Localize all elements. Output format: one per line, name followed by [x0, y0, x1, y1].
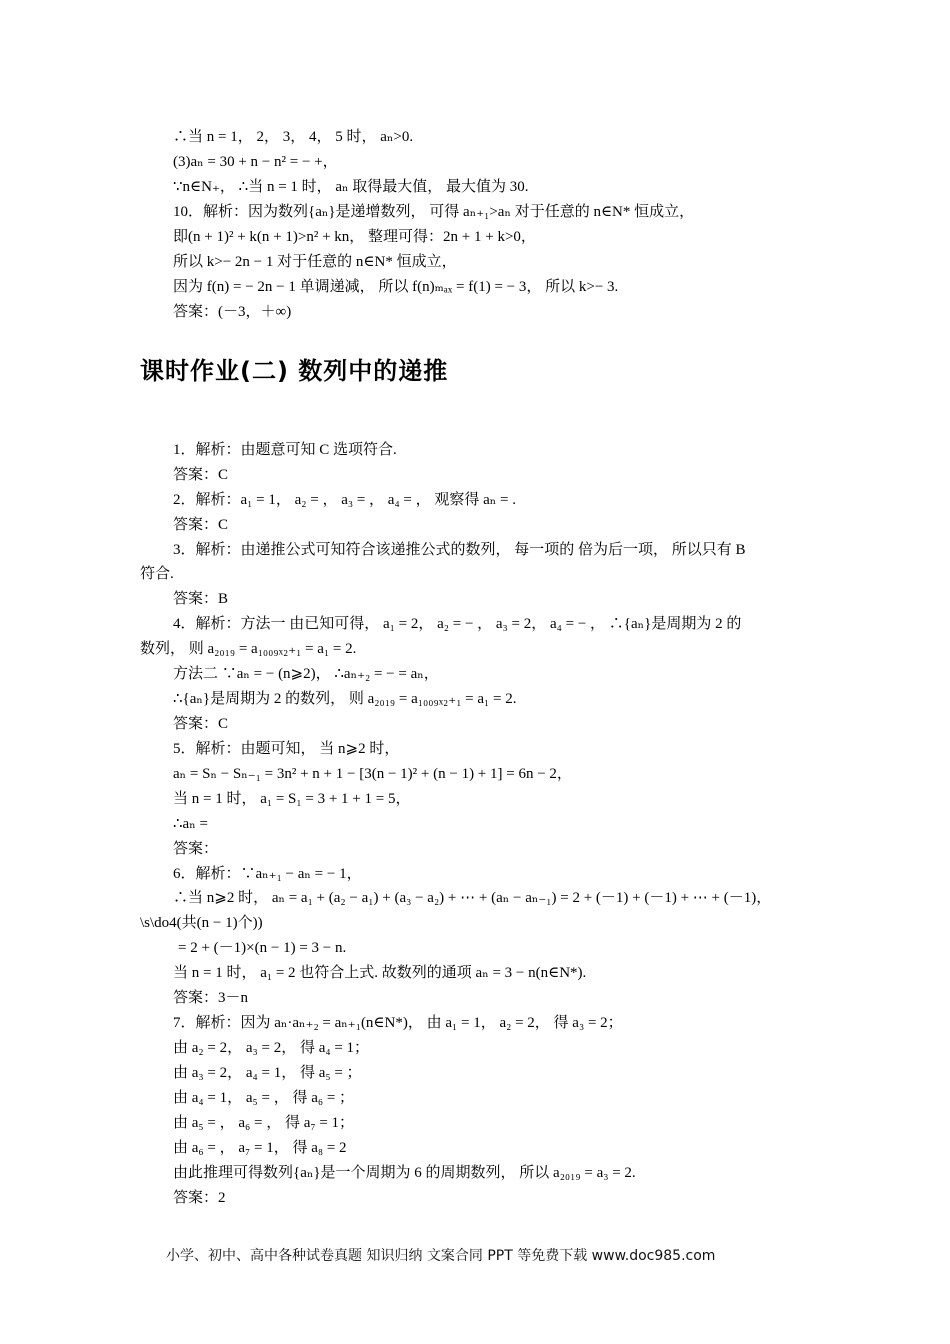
page-footer: 小学、初中、高中各种试卷真题 知识归纳 文案合同 PPT 等免费下载 www.doc985.com: [166, 1248, 716, 1264]
answer-line: 答案：C: [173, 517, 229, 533]
text-line: \s\do4(共(n − 1)个)): [140, 915, 263, 931]
text-line: 5．解析：由题可知， 当 n⩾2 时，: [173, 741, 400, 757]
text-line: ∴当 n⩾2 时， aₙ = a₁ + (a₂ − a₁) + (a₃ − a₂) + ⋯ + (aₙ − aₙ₋₁) = 2 + (－1) + (－1) + ⋯ + (－1)，: [173, 890, 772, 906]
text-line: 数列， 则 a₂₀₁₉ = a₁₀₀₉ₓ₂₊₁ = a₁ = 2.: [140, 641, 357, 657]
text-line: ∴当 n = 1， 2， 3， 4， 5 时， aₙ>0.: [173, 129, 414, 145]
text-line: 由 a₂ = 2， a₃ = 2， 得 a₄ = 1；: [173, 1040, 370, 1056]
text-line: 当 n = 1 时， a₁ = S₁ = 3 + 1 + 1 = 5，: [173, 791, 411, 807]
text-line: 2．解析：a₁ = 1， a₂ = ， a₃ = ， a₄ = ， 观察得 aₙ = .: [173, 492, 516, 508]
text-line: ∴aₙ =: [173, 816, 208, 832]
answer-line: 答案：2: [173, 1190, 226, 1206]
text-line: aₙ = Sₙ − Sₙ₋₁ = 3n² + n + 1 − [3(n − 1)² + (n − 1) + 1] = 6n − 2，: [173, 766, 572, 782]
text-line: 当 n = 1 时， a₁ = 2 也符合上式. 故数列的通项 aₙ = 3 − n(n∈N*).: [173, 965, 587, 981]
text-line: 10．解析：因为数列{aₙ}是递增数列， 可得 aₙ₊₁>aₙ 对于任意的 n∈N* 恒成立，: [173, 204, 695, 220]
answer-line: 答案：B: [173, 591, 229, 607]
text-line: 4．解析：方法一 由已知可得， a₁ = 2， a₂ = − ， a₃ = 2， a₄ = − ， ∴{aₙ}是周期为 2 的: [173, 616, 742, 632]
text-line: 由 a₅ = ， a₆ = ， 得 a₇ = 1；: [173, 1115, 355, 1131]
answer-line: 答案：C: [173, 467, 229, 483]
text-line: 由此推理可得数列{aₙ}是一个周期为 6 的周期数列， 所以 a₂₀₁₉ = a₃ = 2.: [173, 1165, 636, 1181]
answer-line: 答案：C: [173, 716, 229, 732]
text-line: (3)aₙ = 30 + n − n² = − +，: [173, 154, 338, 170]
text-line: 即(n + 1)² + k(n + 1)>n² + kn， 整理可得：2n + 1 + k>0，: [173, 229, 536, 245]
text-line: 1．解析：由题意可知 C 选项符合.: [173, 442, 397, 458]
text-line: 7．解析：因为 aₙ·aₙ₊₂ = aₙ₊₁(n∈N*)， 由 a₁ = 1， a₂ = 2， 得 a₃ = 2；: [173, 1015, 623, 1031]
text-line: ∵n∈N₊， ∴当 n = 1 时， aₙ 取得最大值， 最大值为 30.: [173, 179, 529, 195]
text-line: 6．解析：∵aₙ₊₁ − aₙ = − 1，: [173, 866, 362, 882]
text-line: 方法二 ∵aₙ = − (n⩾2)， ∴aₙ₊₂ = − = aₙ，: [173, 666, 439, 682]
text-line: 由 a₃ = 2， a₄ = 1， 得 a₅ = ；: [173, 1065, 362, 1081]
text-line: 由 a₄ = 1， a₅ = ， 得 a₆ = ；: [173, 1090, 355, 1106]
text-line: 因为 f(n) = − 2n − 1 单调递减， 所以 f(n)ₘₐₓ = f(1) = − 3， 所以 k>− 3.: [173, 279, 619, 295]
text-line: 3．解析：由递推公式可知符合该递推公式的数列， 每一项的 倍为后一项， 所以只有 B: [173, 542, 746, 558]
answer-line: 答案：3－n: [173, 990, 249, 1006]
text-line: 所以 k>− 2n − 1 对于任意的 n∈N* 恒成立，: [173, 254, 457, 270]
text-line: = 2 + (－1)×(n − 1) = 3 − n.: [178, 940, 347, 956]
section-title: 课时作业(二) 数列中的递推: [140, 357, 449, 385]
answer-line: 答案：(－3，＋∞): [173, 304, 292, 320]
text-line: 由 a₆ = ， a₇ = 1， 得 a₈ = 2: [173, 1140, 347, 1156]
text-line: ∴{aₙ}是周期为 2 的数列， 则 a₂₀₁₉ = a₁₀₀₉ₓ₂₊₁ = a₁ = 2.: [173, 691, 517, 707]
text-line: 符合.: [140, 566, 174, 582]
answer-line: 答案：: [173, 841, 219, 857]
